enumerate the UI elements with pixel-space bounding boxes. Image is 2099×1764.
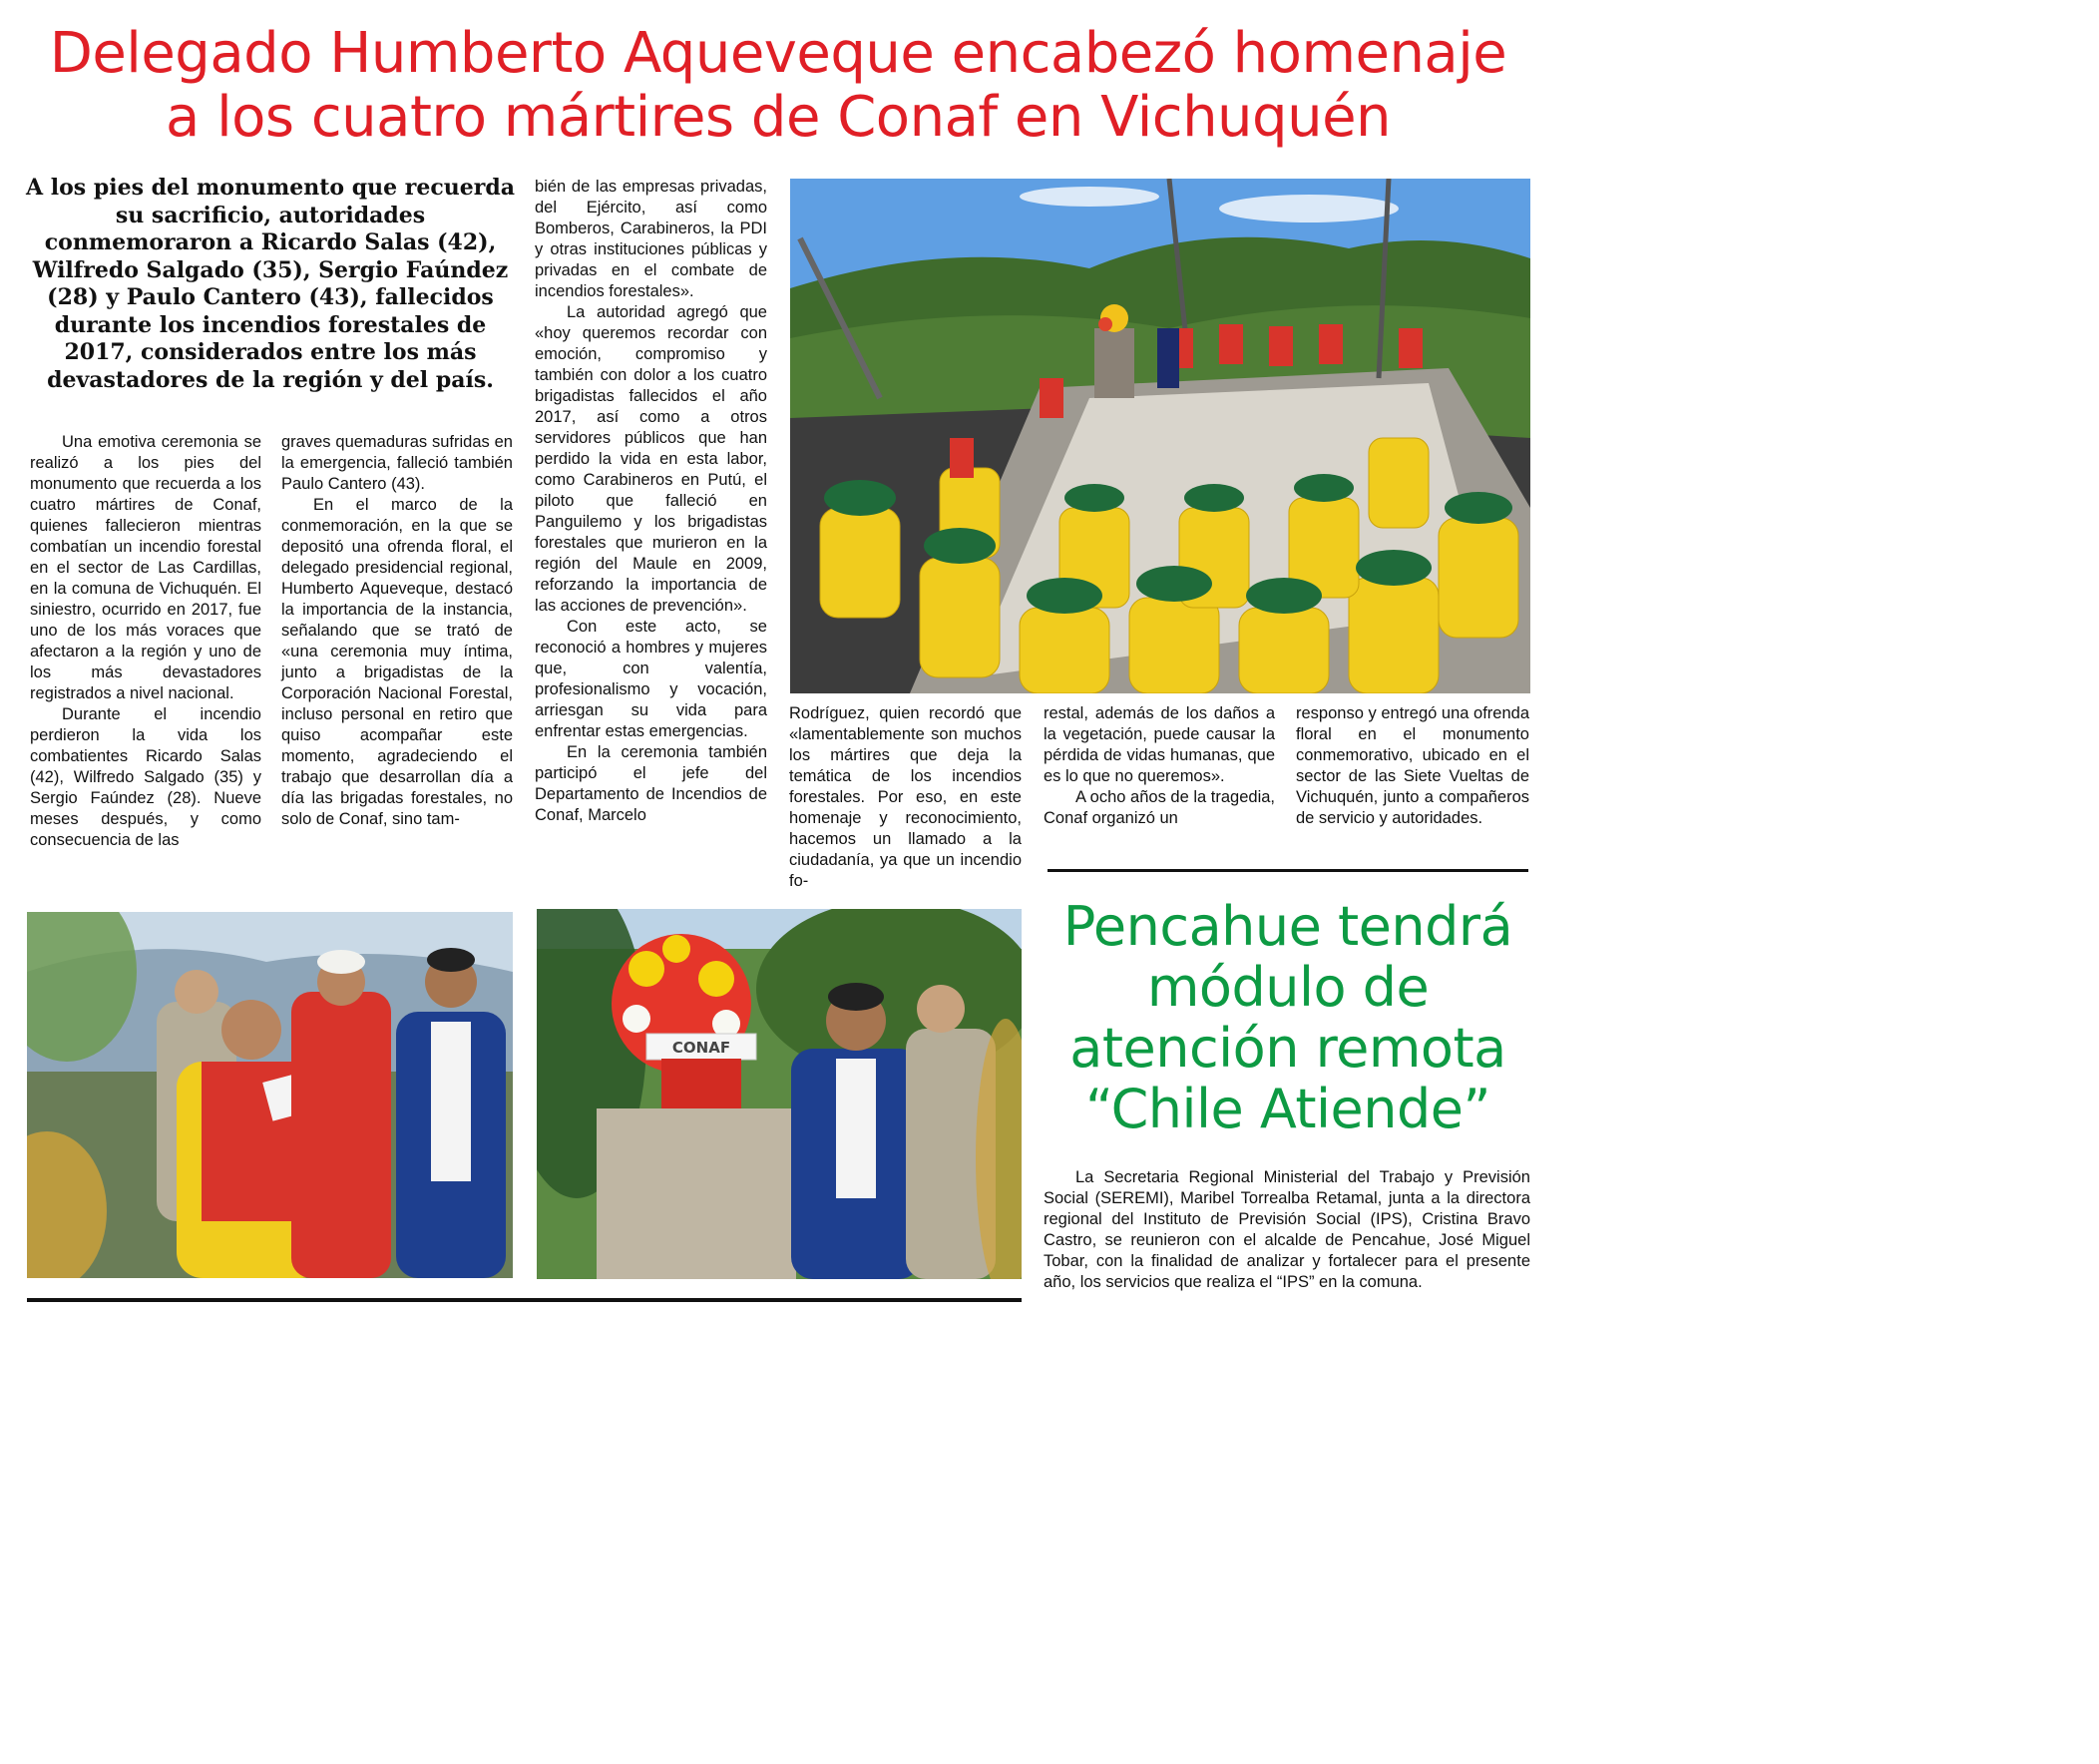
second-headline-line-3: atención remota: [1069, 1017, 1506, 1080]
main-headline-line-1: Delegado Humberto Aqueveque encabezó homenaje: [49, 21, 1507, 86]
paragraph-continuation: bién de las empresas privadas, del Ejército, así como Bomberos, Carabineros, la PDI y otras instituciones públicas y privadas en el combate de incendios forestales».: [535, 178, 767, 300]
paragraph-continuation: restal, además de los daños a la vegetación, puede causar la pérdida de vidas humanas, que es lo que no queremos».: [1044, 704, 1275, 785]
article-column-1: [30, 432, 261, 851]
article-column-3: [535, 177, 767, 826]
paragraph: Con este acto, se reconoció a hombres y mujeres que, con valentía, profesionalismo y vocación, arriesgan su vida para enfrentar estas emergencias.: [535, 618, 767, 740]
paragraph-continuation: graves quemaduras sufridas en la emergencia, falleció también Paulo Cantero (43).: [281, 433, 513, 493]
article-column-6: [1296, 703, 1529, 829]
paragraph: La Secretaria Regional Ministerial del Trabajo y Previsión Social (SEREMI), Maribel Torrealba Retamal, junta a la directora regional del Instituto de Previsión Social (IPS), Cristina Bravo Castro, se reunieron con el alcalde de Pencahue, José Miguel Tobar, con la finalidad de analizar y fortalecer para el presente año, los servicios que realiza el “IPS” en la comuna.: [1044, 1168, 1530, 1291]
paragraph: En la ceremonia también participó el jefe del Departamento de Incendios de Conaf, Marcelo: [535, 743, 767, 824]
paragraph: En el marco de la conmemoración, en la que se depositó una ofrenda floral, el delegado presidencial regional, Humberto Aqueveque, destacó la importancia de la instancia, señalando que se trató de «una ceremonia muy íntima, junto a brigadistas de la Corporación Nacional Forestal, incluso personal en retiro que quiso acompañar este momento, agradeciendo el trabajo que desarrollan día a día las brigadas forestales, no solo de Conaf, sino tam-: [281, 496, 513, 828]
paragraph: La autoridad agregó que «hoy queremos recordar con emoción, compromiso y también con dolor a los cuatro brigadistas fallecidos el año 2017, así como a otros servidores públicos que han perdido la vida en esta labor, como Carabineros en Putú, el piloto que falleció en Panguilemo y los brigadistas forestales que murieron en la región del Maule en 2009, reforzando la importancia de las acciones de prevención».: [535, 303, 767, 615]
paragraph: Una emotiva ceremonia se realizó a los pies del monumento que recuerda a los cuatro mártires de Conaf, quienes fallecieron mientras combatían un incendio forestal en el sector de Las Cardillas, en la comuna de Vichuquén. El siniestro, ocurrido en 2017, fue uno de los más voraces que afectaron a la región y uno de los más devastadores registrados a nivel nacional.: [30, 433, 261, 702]
paragraph-continuation: responso y entregó una ofrenda floral en el monumento conmemorativo, ubicado en el sector de las Siete Vueltas de Vichuquén, junto a compañeros de servicio y autoridades.: [1296, 704, 1529, 827]
paragraph-continuation: Rodríguez, quien recordó que «lamentablemente son muchos los mártires que deja la temática de los incendios forestales. Por eso, en este homenaje y reconocimiento, hacemos un llamado a la ciudadanía, ya que un incendio fo-: [789, 704, 1022, 890]
second-headline-line-2: módulo de: [1146, 956, 1430, 1019]
main-headline: [20, 22, 1536, 150]
second-article-body: [1044, 1167, 1530, 1293]
second-headline-line-1: Pencahue tendrá: [1062, 895, 1513, 958]
lead-paragraph: A los pies del monumento que recuerda su sacrificio, autoridades conmemoraron a Ricardo Salas (42), Wilfredo Salgado (35), Sergio Faúndez (28) y Paulo Cantero (43), fallecidos durante los incendios forestales de 2017, considerados entre los más devastadores de la región y del país.: [26, 175, 515, 393]
second-headline-line-4: “Chile Atiende”: [1085, 1078, 1490, 1140]
photo-ceremony-circle-illustration: [790, 179, 1530, 693]
photo-floral-offering: [537, 909, 1022, 1279]
section-divider: [1048, 869, 1528, 872]
photo-ceremony-circle: [790, 179, 1530, 693]
photo-reading-speech-illustration: [27, 912, 513, 1278]
photo-reading-speech: [27, 912, 513, 1278]
bottom-rule: [27, 1298, 1022, 1302]
article-column-5: [1044, 703, 1275, 829]
article-column-4: [789, 703, 1022, 892]
article-column-2: [281, 432, 513, 830]
second-headline: [1044, 896, 1532, 1139]
paragraph: Durante el incendio perdieron la vida los combatientes Ricardo Salas (42), Wilfredo Salgado (35) y Sergio Faúndez (28). Nueve meses después, y como consecuencia de las: [30, 705, 261, 849]
flower-card-label: CONAF: [671, 1039, 731, 1057]
paragraph: A ocho años de la tragedia, Conaf organizó un: [1044, 788, 1275, 827]
photo-floral-offering-illustration: [537, 909, 1022, 1279]
main-headline-line-2: a los cuatro mártires de Conaf en Vichuquén: [165, 85, 1392, 150]
